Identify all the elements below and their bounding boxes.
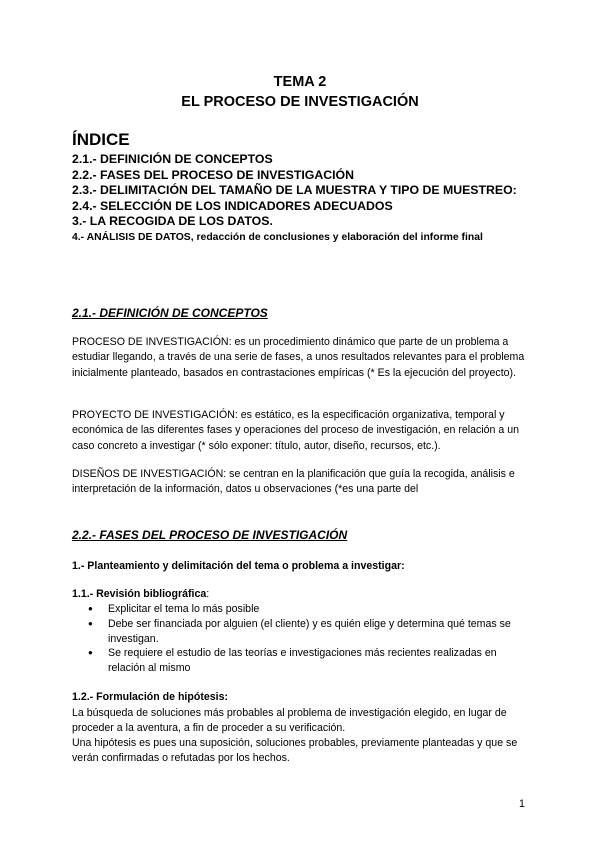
toc-item: 2.3.- DELIMITACIÓN DEL TAMAÑO DE LA MUESTRA Y TIPO DE MUESTREO: [72,183,517,198]
paragraph-disenos: DISEÑOS DE INVESTIGACIÓN: se centran en la planificación que guía la recogida, análisis e interpretación de la información, datos u observaciones (*es una parte del [72,468,515,496]
list-item: ● Se requiere el estudio de las teorías e investigaciones más recientes realizadas en relación al mismo [108,646,532,676]
step-1-1-colon: : [206,588,210,600]
toc-item: 2.2.- FASES DEL PROCESO DE INVESTIGACIÓN [72,167,354,182]
paragraph-hypothesis-definition: Una hipótesis es pues una suposición, soluciones probables, previamente planteadas y que se verán confirmadas o refutadas por los hechos. [72,737,518,765]
page-title: EL PROCESO DE INVESTIGACIÓN [181,94,419,110]
bullet-list [72,602,532,676]
paragraph-hypothesis-search: La búsqueda de soluciones más probables al problema de investigación elegido, en lugar de proceder a la aventura, a fin de proceder a su verificación. [72,707,507,735]
toc-item: 2.4.- SELECCIÓN DE LOS INDICADORES ADECUADOS [72,198,393,213]
toc-item: 2.1.- DEFINICIÓN DE CONCEPTOS [72,152,273,166]
list-item: ● Explicitar el tema lo más posible [108,602,532,617]
toc-item: 3.- LA RECOGIDA DE LOS DATOS. [72,214,273,229]
paragraph-proceso: PROCESO DE INVESTIGACIÓN: es un procedimiento dinámico que parte de un problema a estudiar llegando, a través de una serie de fases, a unos resultados relevantes para el problema inicialmente planteado, basados en contrastaciones empíricas (* Es la ejecución del proyecto). [72,336,525,379]
index-heading: ÍNDICE [72,130,130,149]
table-of-contents [72,152,517,245]
paragraph-proyecto: PROYECTO DE INVESTIGACIÓN: es estático, es la especificación organizativa, temporal y económica de las diferentes fases y operaciones del proceso de investigación, en relación a un caso concreto a investigar (* sólo exponer: título, autor, diseño, recursos, etc.). [72,409,519,452]
step-1-2-heading: 1.2.- Formulación de hipótesis: [72,691,228,703]
step-1-1-heading [72,588,209,600]
list-item: ● Debe ser financiada por alguien (el cliente) y es quién elige y determina qué temas se investigan. [108,617,532,647]
step-1-1-title: 1.1.- Revisión bibliográfica [72,588,207,600]
page-number: 1 [519,798,525,810]
toc-item: 4.- ANÁLISIS DE DATOS, redacción de conclusiones y elaboración del informe final [72,231,483,243]
step-1-heading: 1.- Planteamiento y delimitación del tema o problema a investigar: [72,560,405,572]
section-heading-phases: 2.2.- FASES DEL PROCESO DE INVESTIGACIÓN [72,528,348,542]
section-heading-definitions: 2.1.- DEFINICIÓN DE CONCEPTOS [72,306,268,320]
page-title-topic: TEMA 2 [273,74,327,90]
